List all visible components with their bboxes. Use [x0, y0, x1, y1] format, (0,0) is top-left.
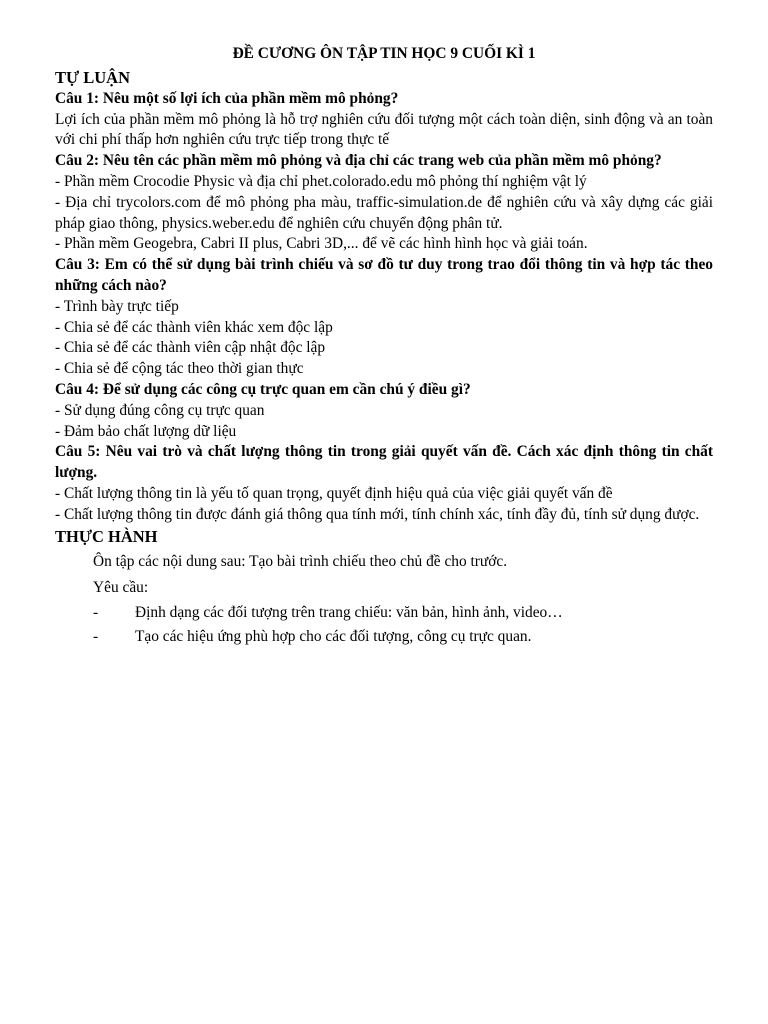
question-body: Nêu tên các phần mềm mô phỏng và địa chỉ các trang web của phần mềm mô phỏng?: [99, 152, 662, 170]
bullet-dash: -: [93, 628, 99, 646]
question-1: [55, 89, 713, 151]
question-body: Nêu một số lợi ích của phần mềm mô phỏng?: [99, 89, 399, 107]
answer-line: - Sử dụng đúng công cụ trực quan: [55, 401, 265, 419]
answer-line: - Phần mềm Geogebra, Cabri II plus, Cabri 3D,... để vẽ các hình hình học và giải toán.: [55, 235, 588, 253]
answer-line: - Chia sẻ để các thành viên khác xem độc lập: [55, 318, 333, 336]
question-label: Câu 4: [55, 380, 94, 398]
practice-item-text: Định dạng các đối tượng trên trang chiếu: văn bản, hình ảnh, video…: [135, 603, 563, 621]
section-heading-practice: THỰC HÀNH: [55, 526, 158, 546]
answer-line: - Đảm bảo chất lượng dữ liệu: [55, 422, 237, 440]
practice-intro: Ôn tập các nội dung sau: Tạo bài trình chiếu theo chủ đề cho trước.: [93, 552, 508, 570]
question-body: : Để sử dụng các công cụ trực quan em cần chú ý điều gì?: [93, 380, 471, 398]
answer-line: - Chia sẻ để các thành viên cập nhật độc lập: [55, 339, 326, 357]
answer-line: - Phần mềm Crocodie Physic và địa chỉ phet.colorado.edu mô phỏng thí nghiệm vật lý: [55, 172, 587, 190]
document-title: ĐỀ CƯƠNG ÔN TẬP TIN HỌC 9 CUỐI KÌ 1: [232, 45, 536, 62]
answer-line: - Chất lượng thông tin được đánh giá thông qua tính mới, tính chính xác, tính đầy đủ, tính sử dụng được.: [55, 505, 700, 523]
answer-line: - Chất lượng thông tin là yếu tố quan trọng, quyết định hiệu quả của việc giải quyết vấn đề: [55, 484, 613, 502]
question-label: Câu 2:: [55, 152, 100, 170]
bullet-dash: -: [93, 603, 99, 621]
question-2: [55, 151, 713, 255]
practice-item: [55, 601, 713, 626]
question-body: : Em có thể sử dụng bài trình chiếu và sơ đồ tư duy trong trao đổi thông tin và hợp tác theo những cách nào?: [55, 256, 713, 294]
question-5: [55, 442, 713, 525]
practice-item: [55, 625, 713, 650]
question-label: Câu 3: [55, 256, 95, 274]
question-body: Nêu vai trò và chất lượng thông tin trong giải quyết vấn đề. Cách xác định thông tin chất lượng.: [55, 443, 713, 482]
answer-line: Lợi ích của phần mềm mô phỏng là hỗ trợ nghiên cứu đối tượng một cách toàn diện, sinh động và an toàn với chi phí thấp hơn nghiên cứu trực tiếp trong thực tế: [55, 110, 713, 149]
answer-line: - Trình bày trực tiếp: [55, 297, 179, 315]
question-text: [55, 89, 713, 110]
answer-line: - Chia sẻ để cộng tác theo thời gian thực: [55, 360, 304, 378]
section-heading-essay: TỰ LUẬN: [55, 67, 131, 87]
question-3: [55, 255, 713, 380]
question-text: [55, 255, 713, 297]
question-text: [55, 151, 713, 172]
question-text: [55, 442, 713, 484]
question-label: Câu 1:: [55, 89, 100, 107]
answer-line: - Địa chỉ trycolors.com để mô phỏng pha màu, traffic-simulation.de để nghiên cứu và xây dựng các giải pháp giao thông, physics.weber.edu để nghiên cứu chuyển động phân tử.: [55, 193, 713, 232]
question-text: [55, 380, 713, 401]
practice-requirement-label: Yêu cầu:: [93, 579, 149, 597]
question-4: [55, 380, 713, 442]
practice-item-text: Tạo các hiệu ứng phù hợp cho các đối tượng, công cụ trực quan.: [135, 628, 532, 646]
question-label: Câu 5:: [55, 443, 101, 461]
